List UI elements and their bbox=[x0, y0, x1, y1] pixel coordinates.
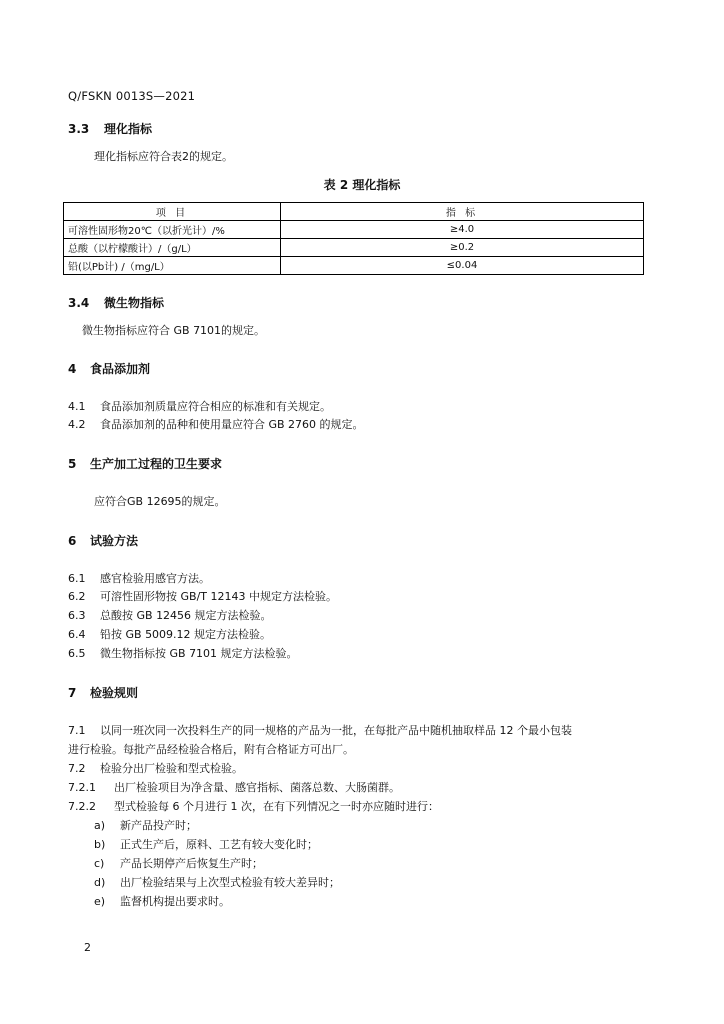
section-number: 4 bbox=[68, 362, 77, 376]
table-caption: 表 2 理化指标 bbox=[323, 178, 401, 192]
clause-7-2-2 bbox=[68, 798, 439, 814]
clause-text: 检验分出厂检验和型式检验。 bbox=[100, 762, 243, 775]
row-value: ≥0.2 bbox=[281, 239, 644, 257]
clause-number: 4.1 bbox=[68, 400, 86, 413]
section-number: 5 bbox=[68, 457, 77, 471]
list-item-a bbox=[94, 817, 197, 833]
clause-text: 感官检验用感官方法。 bbox=[100, 572, 210, 585]
clause-4-2 bbox=[68, 416, 364, 432]
row-item: 可溶性固形物20℃（以折光计）/% bbox=[64, 221, 281, 239]
list-item-b bbox=[94, 836, 318, 852]
section-title: 试验方法 bbox=[90, 534, 139, 548]
clause-text: 型式检验每 6 个月进行 1 次，在有下列情况之一时亦应随时进行： bbox=[114, 800, 439, 813]
row-item: 铅(以Pb计) /（mg/L） bbox=[64, 257, 281, 275]
section-title: 检验规则 bbox=[90, 686, 139, 700]
clause-number: 6.2 bbox=[68, 590, 86, 603]
clause-text: 总酸按 GB 12456 规定方法检验。 bbox=[100, 609, 272, 622]
list-marker: a) bbox=[94, 819, 106, 832]
clause-7-1 bbox=[68, 722, 572, 738]
clause-7-1-continuation: 进行检验。每批产品经检验合格后，附有合格证方可出厂。 bbox=[68, 743, 354, 756]
list-item-c bbox=[94, 855, 263, 871]
section-4-heading bbox=[68, 360, 150, 377]
clause-text: 食品添加剂质量应符合相应的标准和有关规定。 bbox=[100, 400, 331, 413]
table-header-row bbox=[64, 203, 644, 221]
list-text: 监督机构提出要求时。 bbox=[120, 895, 230, 908]
column-header-item: 项 目 bbox=[64, 203, 281, 221]
list-marker: e) bbox=[94, 895, 106, 908]
clause-number: 7.2.1 bbox=[68, 781, 96, 794]
row-value: ≥4.0 bbox=[281, 221, 644, 239]
clause-4-1 bbox=[68, 398, 331, 414]
section-number: 3.4 bbox=[68, 296, 90, 310]
list-item-e bbox=[94, 893, 230, 909]
standard-code: Q/FSKN 0013S—2021 bbox=[68, 89, 196, 103]
clause-number: 6.1 bbox=[68, 572, 86, 585]
clause-number: 7.2 bbox=[68, 762, 86, 775]
table-row bbox=[64, 239, 644, 257]
clause-text: 可溶性固形物按 GB/T 12143 中规定方法检验。 bbox=[100, 590, 337, 603]
row-value: ≤0.04 bbox=[281, 257, 644, 275]
clause-text: 微生物指标按 GB 7101 规定方法检验。 bbox=[100, 647, 298, 660]
clause-6-5 bbox=[68, 645, 298, 661]
section-3-3-heading bbox=[68, 120, 152, 137]
list-marker: c) bbox=[94, 857, 105, 870]
clause-7-2-1 bbox=[68, 779, 400, 795]
row-item: 总酸（以柠檬酸计）/（g/L） bbox=[64, 239, 281, 257]
section-3-4-text: 微生物指标应符合 GB 7101的规定。 bbox=[82, 324, 266, 337]
list-item-d bbox=[94, 874, 340, 890]
section-3-4-heading bbox=[68, 294, 164, 311]
physicochemical-table bbox=[63, 202, 644, 275]
section-title: 生产加工过程的卫生要求 bbox=[90, 457, 223, 471]
list-text: 正式生产后，原料、工艺有较大变化时； bbox=[120, 838, 318, 851]
list-marker: b) bbox=[94, 838, 106, 851]
clause-text: 出厂检验项目为净含量、感官指标、菌落总数、大肠菌群。 bbox=[114, 781, 400, 794]
section-3-3-text: 理化指标应符合表2的规定。 bbox=[94, 150, 233, 163]
clause-number: 4.2 bbox=[68, 418, 86, 431]
section-7-heading bbox=[68, 684, 138, 701]
section-title: 理化指标 bbox=[104, 122, 153, 136]
table-row bbox=[64, 257, 644, 275]
clause-text: 食品添加剂的品种和使用量应符合 GB 2760 的规定。 bbox=[100, 418, 364, 431]
section-number: 6 bbox=[68, 534, 77, 548]
section-title: 食品添加剂 bbox=[90, 362, 151, 376]
column-header-value: 指 标 bbox=[281, 203, 644, 221]
section-number: 7 bbox=[68, 686, 77, 700]
section-title: 微生物指标 bbox=[104, 296, 165, 310]
section-5-heading bbox=[68, 455, 222, 472]
list-text: 出厂检验结果与上次型式检验有较大差异时； bbox=[120, 876, 340, 889]
clause-number: 6.4 bbox=[68, 628, 86, 641]
clause-text: 铅按 GB 5009.12 规定方法检验。 bbox=[100, 628, 272, 641]
clause-6-4 bbox=[68, 626, 271, 642]
clause-number: 7.2.2 bbox=[68, 800, 96, 813]
section-number: 3.3 bbox=[68, 122, 90, 136]
section-5-text: 应符合GB 12695的规定。 bbox=[94, 495, 226, 508]
clause-6-1 bbox=[68, 570, 210, 586]
list-marker: d) bbox=[94, 876, 106, 889]
section-6-heading bbox=[68, 532, 138, 549]
clause-6-2 bbox=[68, 588, 337, 604]
clause-number: 6.3 bbox=[68, 609, 86, 622]
list-text: 新产品投产时； bbox=[120, 819, 197, 832]
clause-text: 以同一班次同一次投料生产的同一规格的产品为一批，在每批产品中随机抽取样品 12 个最小包装 bbox=[100, 724, 572, 737]
page-number: 2 bbox=[84, 941, 91, 954]
clause-number: 7.1 bbox=[68, 724, 86, 737]
clause-number: 6.5 bbox=[68, 647, 86, 660]
clause-7-2 bbox=[68, 760, 243, 776]
table-row bbox=[64, 221, 644, 239]
list-text: 产品长期停产后恢复生产时； bbox=[120, 857, 263, 870]
clause-6-3 bbox=[68, 607, 272, 623]
